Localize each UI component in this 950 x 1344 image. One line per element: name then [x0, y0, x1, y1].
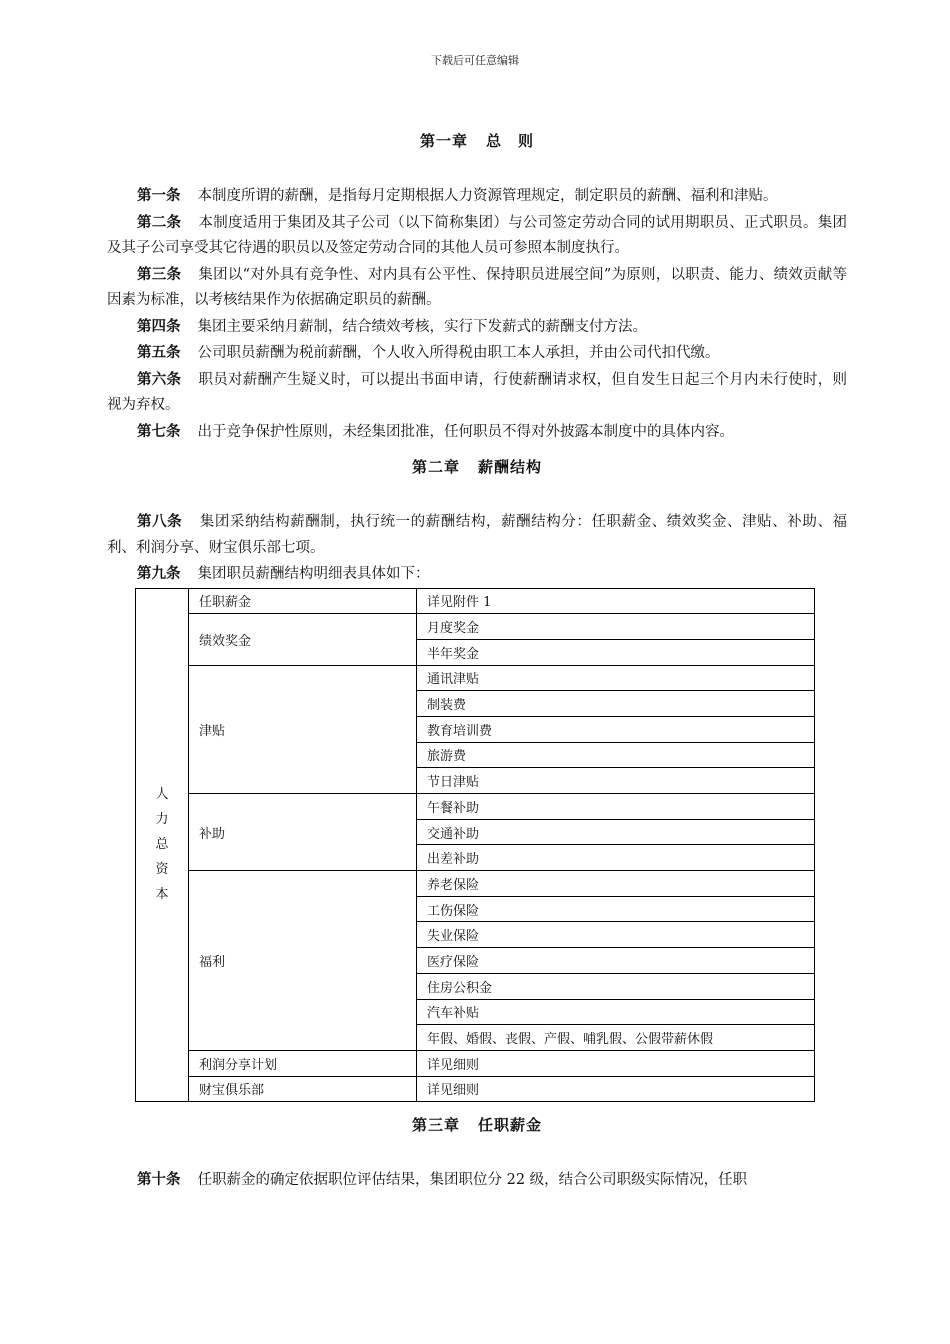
item-cell: 旅游费	[417, 742, 815, 768]
article-text: 本制度所谓的薪酬，是指每月定期根据人力资源管理规定，制定职员的薪酬、福利和津贴。	[197, 188, 778, 204]
root-category-char: 人	[155, 787, 169, 803]
category-cell: 任职薪金	[189, 588, 417, 614]
article-text: 职员对薪酬产生疑义时，可以提出书面申请，行使薪酬请求权，但自发生日起三个月内未行使时，则视为弃权。	[107, 371, 847, 413]
category-cell: 利润分享计划	[189, 1050, 417, 1076]
article-text: 集团职员薪酬结构明细表具体如下：	[197, 566, 430, 582]
article-number: 第一条	[137, 187, 181, 204]
article-number: 第六条	[137, 370, 182, 388]
article-text: 集团以“对外具有竞争性、对内具有公平性、保持职员进展空间”为原则，以职责、能力、绩效贡献等因素为标准，以考核结果作为依据确定职员的薪酬。	[107, 266, 847, 308]
item-cell: 教育培训费	[417, 716, 815, 742]
chapter-name: 总 则	[486, 132, 535, 150]
item-cell: 详见细则	[417, 1050, 815, 1076]
item-cell: 通讯津贴	[417, 665, 815, 691]
chapter-title-2	[107, 456, 847, 477]
salary-structure-table	[135, 588, 815, 1103]
article-10	[107, 1167, 847, 1194]
article-1	[107, 183, 847, 210]
table-row	[136, 588, 815, 614]
table-row	[136, 1050, 815, 1076]
item-cell: 节日津贴	[417, 768, 815, 794]
item-cell: 交通补助	[417, 819, 815, 845]
article-number: 第八条	[137, 513, 183, 530]
article-number: 第十条	[137, 1171, 181, 1189]
table-row	[136, 614, 815, 640]
item-cell: 月度奖金	[417, 614, 815, 640]
item-cell: 工伤保险	[417, 896, 815, 922]
item-cell: 出差补助	[417, 845, 815, 871]
article-number: 第七条	[137, 422, 181, 440]
article-number: 第三条	[137, 265, 182, 283]
table-row	[136, 794, 815, 820]
category-cell: 福利	[189, 871, 417, 1051]
item-cell: 年假、婚假、丧假、产假、哺乳假、公假带薪休假	[417, 1025, 815, 1051]
root-category-char: 力	[155, 812, 169, 828]
article-7	[107, 419, 847, 446]
root-category-char: 资	[155, 862, 169, 878]
chapter-name: 薪酬结构	[478, 458, 543, 476]
article-2	[107, 210, 847, 262]
article-text: 任职薪金的确定依据职位评估结果，集团职位分 22 级，结合公司职级实际情况，任职	[197, 1172, 748, 1189]
article-number: 第九条	[137, 565, 181, 582]
article-3	[107, 262, 847, 314]
category-cell: 津贴	[189, 665, 417, 793]
table-row	[136, 871, 815, 897]
item-cell: 详见附件 1	[417, 588, 815, 614]
article-8	[107, 509, 847, 561]
item-cell: 制装费	[417, 691, 815, 717]
item-cell: 汽车补贴	[417, 999, 815, 1025]
article-text: 集团主要采纳月薪制，结合绩效考核，实行下发薪式的薪酬支付方法。	[197, 318, 647, 335]
article-4	[107, 314, 847, 341]
article-text: 公司职员薪酬为税前薪酬，个人收入所得税由职工本人承担，并由公司代扣代缴。	[197, 345, 720, 361]
chapter-title-3	[107, 1114, 847, 1135]
article-number: 第二条	[137, 213, 182, 231]
category-cell: 补助	[189, 794, 417, 871]
root-category-char: 总	[155, 837, 169, 853]
article-5	[107, 340, 847, 367]
article-6	[107, 367, 847, 419]
item-cell: 养老保险	[417, 871, 815, 897]
article-text: 出于竞争保护性原则，未经集团批准，任何职员不得对外披露本制度中的具体内容。	[197, 423, 734, 440]
article-number: 第四条	[137, 317, 181, 335]
article-number: 第五条	[137, 344, 181, 361]
chapter-number: 第三章	[411, 1116, 460, 1135]
article-text: 本制度适用于集团及其子公司（以下简称集团）与公司签定劳动合同的试用期职员、正式职员。集团及其子公司享受其它待遇的职员以及签定劳动合同的其他人员可参照本制度执行。	[107, 214, 847, 256]
category-cell: 财宝俱乐部	[189, 1076, 417, 1102]
item-cell: 半年奖金	[417, 639, 815, 665]
table-row	[136, 665, 815, 691]
item-cell: 失业保险	[417, 922, 815, 948]
chapter-number: 第一章	[419, 132, 468, 150]
chapter-number: 第二章	[411, 458, 460, 476]
table-row	[136, 1076, 815, 1102]
chapter-title-1	[107, 130, 847, 151]
article-9	[107, 561, 847, 588]
item-cell: 医疗保险	[417, 948, 815, 974]
item-cell: 详见细则	[417, 1076, 815, 1102]
root-category-char: 本	[155, 887, 169, 903]
root-category-cell	[136, 588, 189, 1102]
chapter-name: 任职薪金	[478, 1116, 543, 1135]
item-cell: 住房公积金	[417, 973, 815, 999]
header-note: 下载后可任意编辑	[431, 54, 519, 67]
item-cell: 午餐补助	[417, 794, 815, 820]
document-body	[107, 130, 847, 1194]
article-text: 集团采纳结构薪酬制，执行统一的薪酬结构，薪酬结构分：任职薪金、绩效奖金、津贴、补助、福利、利润分享、财宝俱乐部七项。	[107, 514, 848, 556]
category-cell: 绩效奖金	[189, 614, 417, 665]
